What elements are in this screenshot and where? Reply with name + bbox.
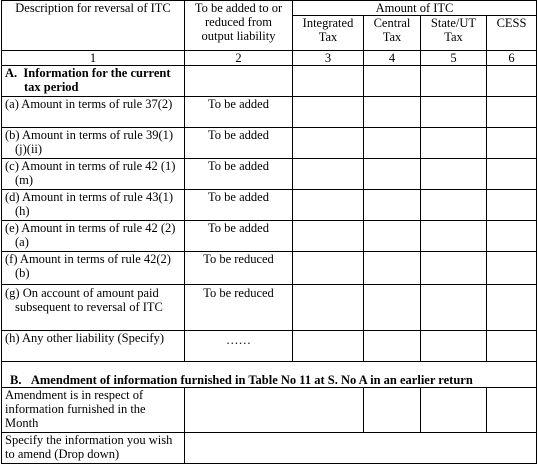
amount-cell[interactable] bbox=[293, 331, 364, 362]
amount-cell[interactable] bbox=[421, 128, 487, 159]
column-number: 6 bbox=[487, 51, 537, 66]
month-entry-boxes[interactable] bbox=[185, 388, 364, 433]
header-row-1 bbox=[2, 1, 537, 16]
row-action: …… bbox=[185, 331, 293, 362]
column-number: 2 bbox=[185, 51, 293, 66]
spacer-cell bbox=[2, 362, 537, 373]
amount-cell[interactable] bbox=[487, 128, 537, 159]
row-action: To be added bbox=[185, 190, 293, 221]
amount-cell[interactable] bbox=[421, 159, 487, 190]
amount-cell[interactable] bbox=[364, 331, 421, 362]
row-action: To be reduced bbox=[185, 252, 293, 285]
header-integrated-tax: Integrated Tax bbox=[293, 16, 364, 51]
amount-cell[interactable] bbox=[421, 252, 487, 285]
itc-reversal-table bbox=[1, 0, 537, 464]
row-label: (a) Amount in terms of rule 37(2) bbox=[2, 97, 185, 128]
amount-cell[interactable] bbox=[487, 331, 537, 362]
column-number-row bbox=[2, 51, 537, 66]
row-action: To be added bbox=[185, 97, 293, 128]
amount-cell[interactable] bbox=[293, 128, 364, 159]
amendment-month-label: Amendment is in respect of information furnished in the Month bbox=[2, 388, 185, 433]
table-row bbox=[2, 97, 537, 128]
specify-row bbox=[2, 433, 537, 464]
row-label: (g) On account of amount paid subsequent to reversal of ITC bbox=[2, 285, 185, 331]
header-added-reduced: To be added to or reduced from output liability bbox=[185, 1, 293, 51]
amount-cell[interactable] bbox=[185, 66, 293, 97]
row-label: (b) Amount in terms of rule 39(1)(j)(ii) bbox=[2, 128, 185, 159]
amount-cell[interactable] bbox=[364, 388, 421, 433]
amount-cell[interactable] bbox=[364, 159, 421, 190]
specify-dropdown-cell[interactable] bbox=[185, 433, 537, 464]
amount-cell[interactable] bbox=[293, 285, 364, 331]
header-cess: CESS bbox=[487, 16, 537, 51]
amount-cell[interactable] bbox=[487, 190, 537, 221]
column-number: 5 bbox=[421, 51, 487, 66]
column-number: 1 bbox=[2, 51, 185, 66]
column-number: 3 bbox=[293, 51, 364, 66]
table-row bbox=[2, 221, 537, 252]
row-label: (f) Amount in terms of rule 42(2)(b) bbox=[2, 252, 185, 285]
table-row bbox=[2, 252, 537, 285]
amount-cell[interactable] bbox=[364, 285, 421, 331]
spacer-row bbox=[2, 362, 537, 373]
amount-cell[interactable] bbox=[293, 66, 364, 97]
table-row bbox=[2, 128, 537, 159]
amount-cell[interactable] bbox=[364, 66, 421, 97]
row-action: To be added bbox=[185, 128, 293, 159]
column-number: 4 bbox=[364, 51, 421, 66]
amount-cell[interactable] bbox=[293, 97, 364, 128]
amount-cell[interactable] bbox=[293, 190, 364, 221]
amount-cell[interactable] bbox=[293, 252, 364, 285]
section-b-title-row bbox=[2, 373, 537, 388]
section-a-title: A. Information for the current tax period bbox=[2, 66, 185, 97]
row-action: To be added bbox=[185, 159, 293, 190]
amount-cell[interactable] bbox=[421, 331, 487, 362]
amount-cell[interactable] bbox=[421, 221, 487, 252]
row-label: (d) Amount in terms of rule 43(1) (h) bbox=[2, 190, 185, 221]
amount-cell[interactable] bbox=[487, 388, 537, 433]
row-label: (h) Any other liability (Specify) bbox=[2, 331, 185, 362]
header-amount-of-itc: Amount of ITC bbox=[293, 1, 537, 16]
amount-cell[interactable] bbox=[364, 221, 421, 252]
amount-cell[interactable] bbox=[293, 221, 364, 252]
amount-cell[interactable] bbox=[421, 190, 487, 221]
row-action: To be reduced bbox=[185, 285, 293, 331]
table-row bbox=[2, 331, 537, 362]
amount-cell[interactable] bbox=[364, 252, 421, 285]
header-description: Description for reversal of ITC bbox=[2, 1, 185, 51]
specify-label: Specify the information you wish to amend (Drop down) bbox=[2, 433, 185, 464]
amount-cell[interactable] bbox=[487, 159, 537, 190]
amount-cell[interactable] bbox=[293, 159, 364, 190]
table-row bbox=[2, 285, 537, 331]
amount-cell[interactable] bbox=[364, 128, 421, 159]
amendment-month-row bbox=[2, 388, 537, 433]
amount-cell[interactable] bbox=[364, 97, 421, 128]
amount-cell[interactable] bbox=[487, 252, 537, 285]
section-a-title-row bbox=[2, 66, 537, 97]
header-central-tax: Central Tax bbox=[364, 16, 421, 51]
row-action: To be added bbox=[185, 221, 293, 252]
section-b-title: B. Amendment of information furnished in Table No 11 at S. No A in an earlier return bbox=[2, 373, 537, 388]
table-row bbox=[2, 190, 537, 221]
amount-cell[interactable] bbox=[421, 66, 487, 97]
amount-cell[interactable] bbox=[421, 97, 487, 128]
amount-cell[interactable] bbox=[421, 285, 487, 331]
amount-cell[interactable] bbox=[421, 388, 487, 433]
row-label: (e) Amount in terms of rule 42 (2)(a) bbox=[2, 221, 185, 252]
amount-cell[interactable] bbox=[364, 190, 421, 221]
amount-cell[interactable] bbox=[487, 221, 537, 252]
table-row bbox=[2, 159, 537, 190]
row-label: (c) Amount in terms of rule 42 (1) (m) bbox=[2, 159, 185, 190]
amount-cell[interactable] bbox=[487, 66, 537, 97]
amount-cell[interactable] bbox=[487, 97, 537, 128]
header-state-ut-tax: State/UT Tax bbox=[421, 16, 487, 51]
amount-cell[interactable] bbox=[487, 285, 537, 331]
